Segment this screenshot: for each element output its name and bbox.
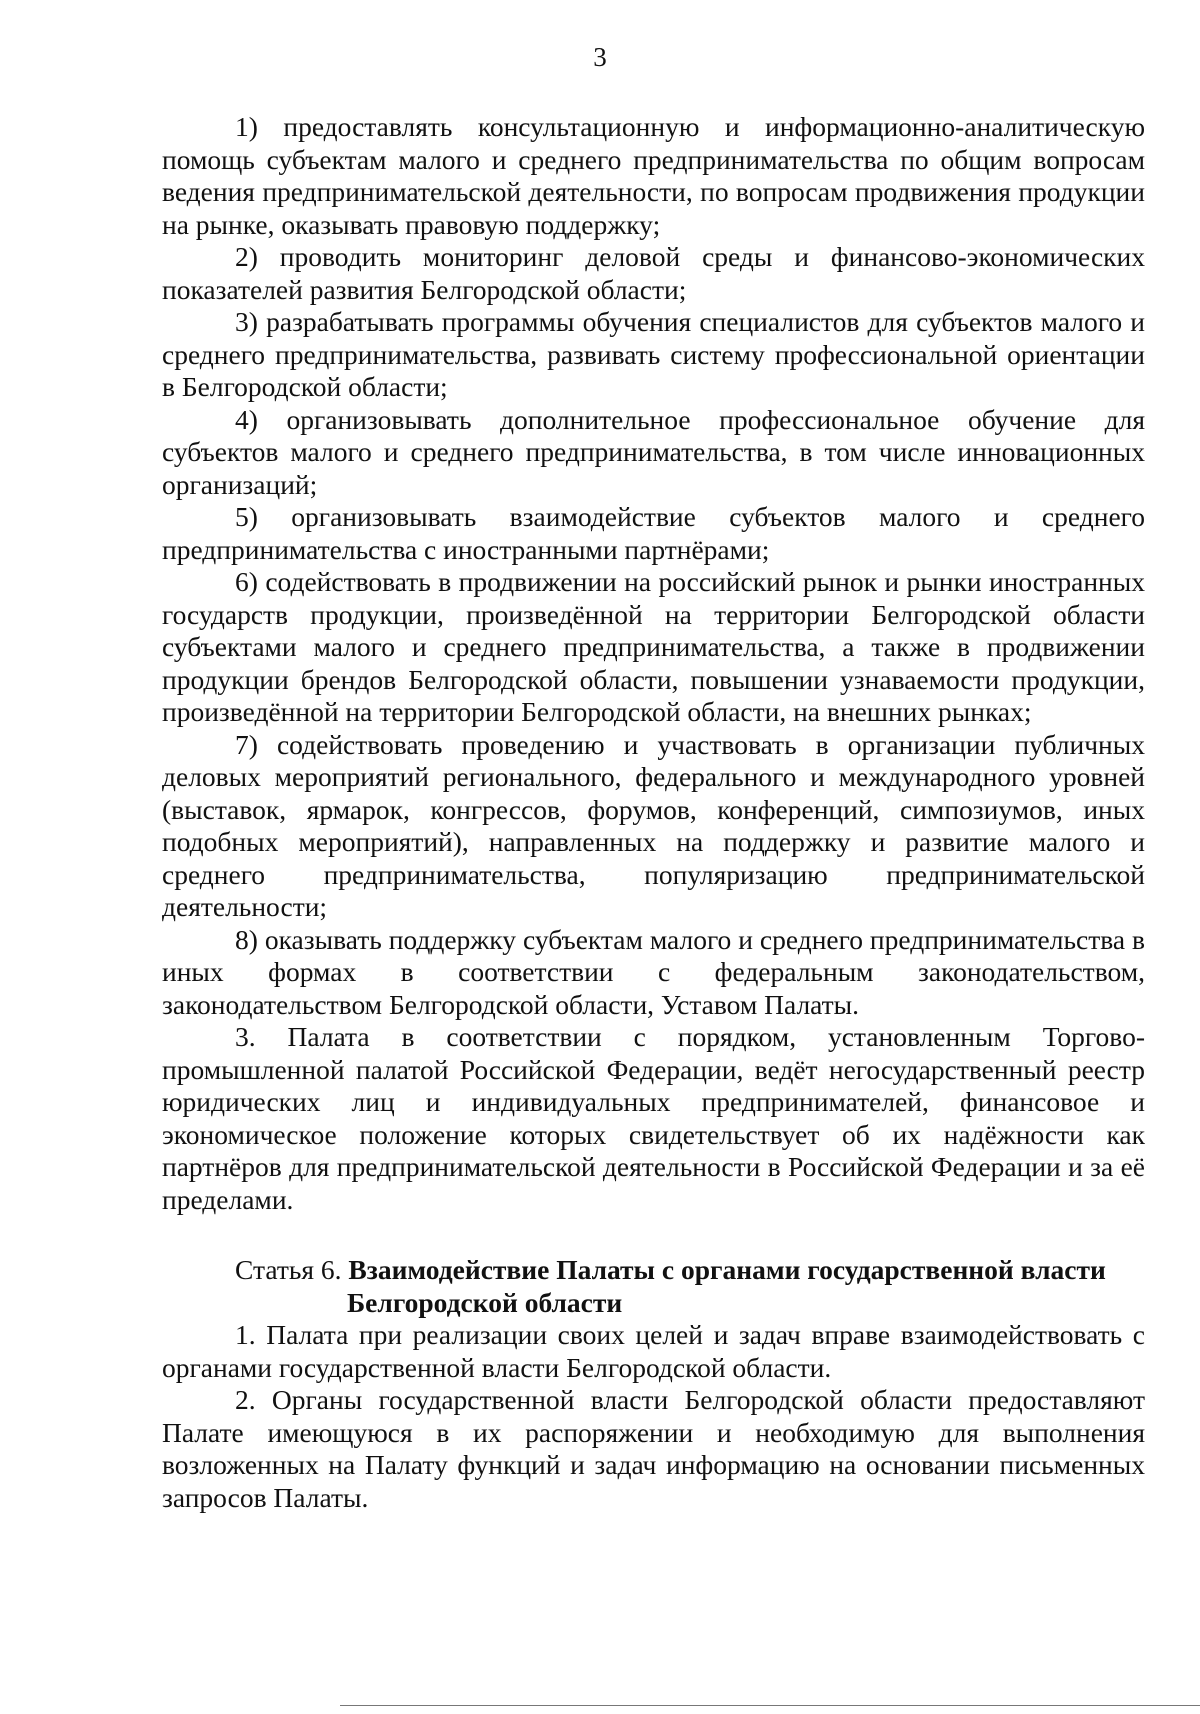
paragraph: 1) предоставлять консультационную и информационно-аналитическую помощь субъектам малого и среднего предпринимательства по общим вопросам ведения предпринимательской деятельности, по вопросам продвижения продукции на рынке, оказывать правовую поддержку; [162,111,1145,240]
article-heading [162,1254,1145,1319]
paragraph: 3. Палата в соответствии с порядком, установленным Торгово-промышленной палатой Российской Федерации, ведёт негосударственный реестр юридических лиц и индивидуальных предпринимателей, финансовое и экономическое положение которых свидетельствует об их надёжности как партнёров для предпринимательской деятельности в Российской Федерации и за её пределами. [162,1021,1145,1215]
article-label: Статья 6. [235,1254,342,1285]
paragraph: 4) организовывать дополнительное профессиональное обучение для субъектов малого и среднего предпринимательства, в том числе инновационных организаций; [162,403,1145,500]
page-number: 3 [593,42,607,72]
page-bottom-edge-line [340,1705,1200,1706]
paragraph: 5) организовывать взаимодействие субъектов малого и среднего предпринимательства с иностранными партнёрами; [162,501,1145,565]
paragraph: 7) содействовать проведению и участвовать в организации публичных деловых мероприятий регионального, федерального и международного уровней (выставок, ярмарок, конгрессов, форумов, конференций, симпозиумов, иных подобных мероприятий), направленных на поддержку и развитие малого и среднего предпринимательства, популяризацию предпринимательской деятельности; [162,728,1145,922]
paragraph: 1. Палата при реализации своих целей и задач вправе взаимодействовать с органами государственной власти Белгородской области. [162,1319,1145,1383]
paragraph: 2. Органы государственной власти Белгородской области предоставляют Палате имеющуюся в их распоряжении и необходимую для выполнения возложенных на Палату функций и задач информацию на основании письменных запросов Палаты. [162,1384,1145,1513]
document-body [162,111,1145,1514]
article-title-line1: Взаимодействие Палаты с органами государственной власти [348,1254,1106,1285]
paragraph: 2) проводить мониторинг деловой среды и финансово-экономических показателей развития Белгородской области; [162,241,1145,305]
paragraph: 8) оказывать поддержку субъектам малого и среднего предпринимательства в иных формах в соответствии с федеральным законодательством, законодательством Белгородской области, Уставом Палаты. [162,923,1145,1020]
paragraph: 6) содействовать в продвижении на российский рынок и рынки иностранных государств продукции, произведённой на территории Белгородской области субъектами малого и среднего предпринимательства, а также в продвижении продукции брендов Белгородской области, повышении узнаваемости продукции, произведённой на территории Белгородской области, на внешних рынках; [162,566,1145,727]
paragraph: 3) разрабатывать программы обучения специалистов для субъектов малого и среднего предпринимательства, развивать систему профессиональной ориентации в Белгородской области; [162,306,1145,402]
article-title-line2: Белгородской области [347,1286,623,1318]
